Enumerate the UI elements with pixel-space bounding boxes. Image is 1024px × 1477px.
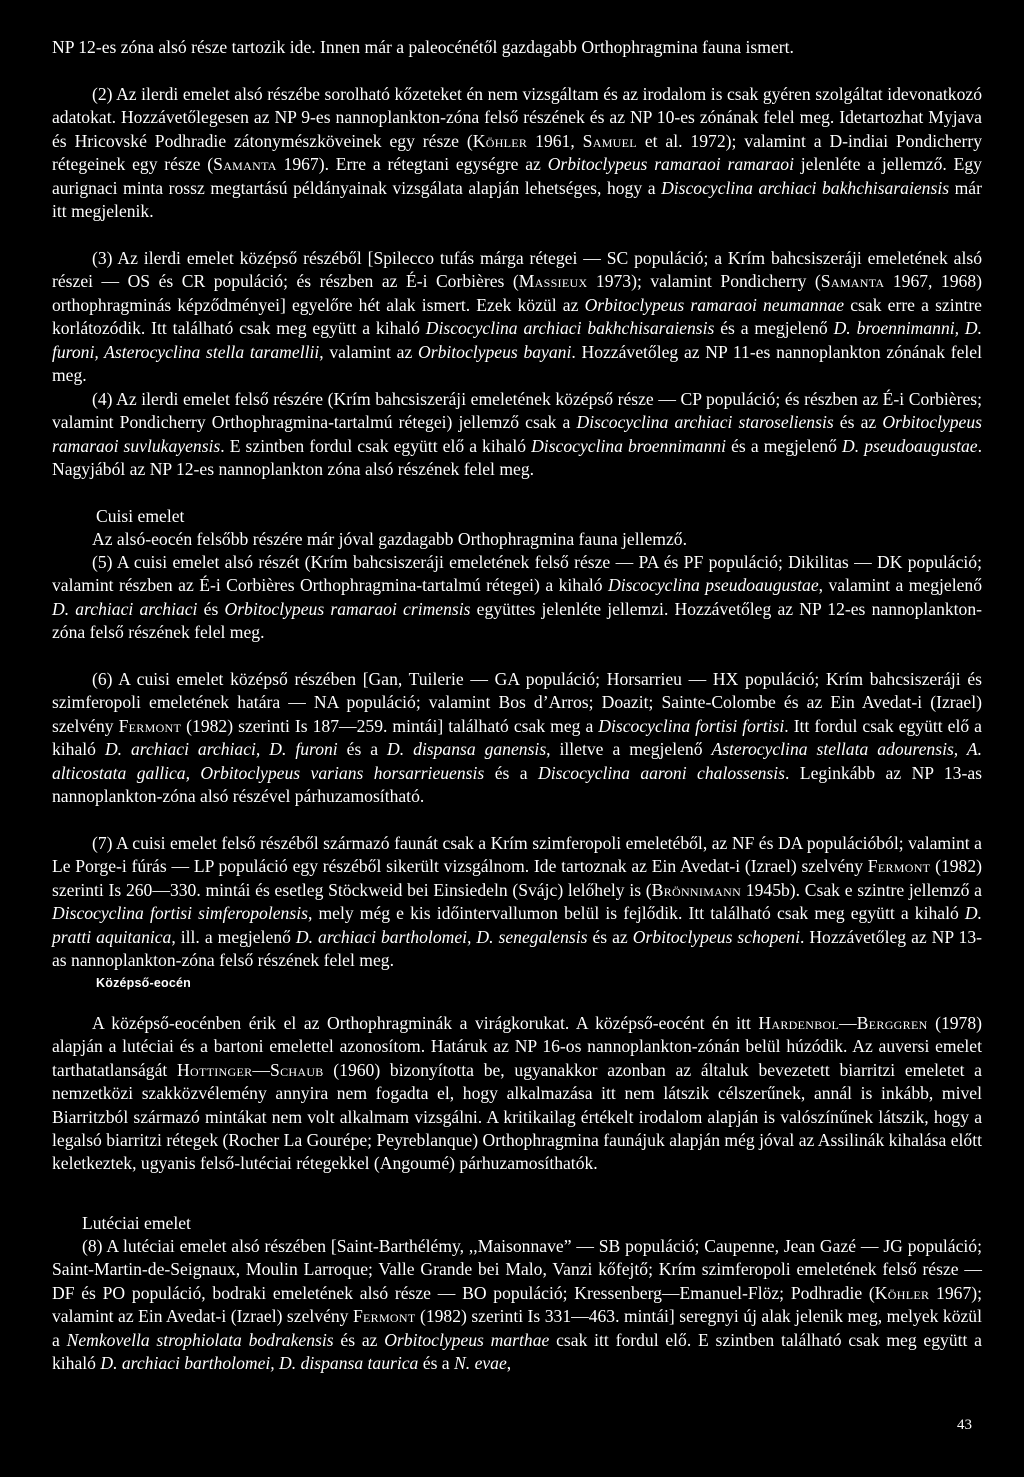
paragraph-ilerdi-2: (2) Az ilerdi emelet alsó részébe sorolható kőzeteket én nem vizsgáltam és az irodalom is csak gyéren szolgáltat idevonatkozó adatokat. Hozzávetőlegesen az NP 9-es nannoplankton-zóna felső részének és az NP 10-es zónának felel meg. Idetartozhat Myjava és Hricovské Podhradie zátonymészköveinek egy része (Köhler 1961, Samuel et al. 1972); valamint a D-indiai Pondicherry rétegeinek egy része (Samanta 1967). Erre a rétegtani egységre az Orbitoclypeus ramaraoi ramaraoi jelenléte a jellemző. Egy aurignaci minta rossz megtartású példányainak vizsgálata alapján lehetséges, hogy a Discocyclina archiaci bakhchisaraiensis már itt megjelenik. [52,84,983,222]
paragraph-ilerdi-3: (3) Az ilerdi emelet középső részéből [Spilecco tufás márga rétegei — SC populáció; a Krím bahcsiszeráji emeletének alsó részei — OS és CR populáció; és részben az É-i Corbières (Massieux 1973); valamint Pondicherry (Samanta 1967, 1968) orthophragminás képződményei] egyelőre hét alak ismert. Ezek közül az Orbitoclypeus ramaraoi neumannae csak erre a szintre korlátozódik. Itt található csak meg együtt a kihaló Discocyclina archiaci bakhchisaraiensis és a megjelenő D. broennimanni, D. furoni, Asterocyclina stella taramellii, valamint az Orbitoclypeus bayani. Hozzávetőleg az NP 11-es nannoplankton zónának felel meg. [52,248,982,386]
heading-kozepso-eocen: Középső-eocén [96,976,191,990]
page-number: 43 [957,1417,972,1433]
paragraph-cuisi-7: (7) A cuisi emelet felső részéből származó faunát csak a Krím szimferopoli emeletéből, az NF és DA populációból; valamint a Le Porge-i fúrás — LP populáció egy részéből sikerült vizsgálnom. Ide tartoznak az Ein Avedat-i (Izrael) szelvény Fermont (1982) szerinti Is 260—330. mintái és esetleg Stöckweid bei Einsiedeln (Svájc) lelőhely is (Brönnimann 1945b). Csak e szintre jellemző a Discocyclina fortisi simferopolensis, mely még e kis időintervallumon belül is fejlődik. Itt található csak meg együtt a kihaló D. pratti aquitanica, ill. a megjelenő D. archiaci bartholomei, D. senegalensis és az Orbitoclypeus schopeni. Hozzávetőleg az NP 13-as nannoplankton-zóna felső részének felel meg. [52,833,982,971]
paragraph-kozepso-eocen-intro: A középső-eocénben érik el az Orthophragminák a virágkorukat. A középső-eocént én itt Hardenbol—Berggren (1978) alapján a lutéciai és a bartoni emelettel azonosítom. Határuk az NP 16-os nannoplankton-zónán belül húzódik. Az auversi emelet tarthatatlanságát Hottinger—Schaub (1960) bizonyította be, ugyanakkor azonban az általuk bevezetett biarritzi emeletet a nemzetközi szakközvélemény annyira nem fogadta el, hogy alkalmazása itt nem látszik célszerűnek, annál is inkább, mivel Biarritzból származó mintákat nem volt alkalmam vizsgálni. A kritikailag értékelt irodalom alapján is valószínűnek látszik, hogy a legalsó biarritzi rétegek (Rocher La Gourépe; Peyreblanque) Orthophragmina faunájuk alapján még jóval az Assilinák kihalása előtt keletkeztek, ugyanis felső-lutéciai rétegekkel (Angoumé) párhuzamosíthatók. [52,1013,982,1174]
paragraph-cuisi-6: (6) A cuisi emelet középső részében [Gan, Tuilerie — GA populáció; Horsarrieu — HX populáció; Krím bahcsiszeráji és szimferopoli emeletének határa — NA populáció; valamint Bos d’Arros; Doazit; Sainte-Colombe és az Ein Avedat-i (Izrael) szelvény Fermont (1982) szerinti Is 187—259. mintái] található csak meg a Discocyclina fortisi fortisi. Itt fordul csak együtt elő a kihaló D. archiaci archiaci, D. furoni és a D. dispansa ganensis, illetve a megjelenő Asterocyclina stellata adourensis, A. alticostata gallica, Orbitoclypeus varians horsarrieuensis és a Discocyclina aaroni chalossensis. Leginkább az NP 13-as nannoplankton-zóna alsó részével párhuzamosítható. [52,669,982,807]
heading-luteciai-emelet: Lutéciai emelet [82,1213,191,1233]
heading-cuisi-emelet: Cuisi emelet [96,506,185,526]
paragraph-np12-continuation: NP 12-es zóna alsó része tartozik ide. Innen már a paleocénétől gazdagabb Orthophragmina fauna ismert. [52,37,794,57]
paragraph-cuisi-intro: Az alsó-eocén felsőbb részére már jóval gazdagabb Orthophragmina fauna jellemző. [92,529,687,549]
paragraph-cuisi-5: (5) A cuisi emelet alsó részét (Krím bahcsiszeráji emeletének felső része — PA és PF populáció; Dikilitas — DK populáció; valamint részben az É-i Corbières Orthophragmina-tartalmú rétegei) a kihaló Discocyclina pseudoaugustae, valamint a megjelenő D. archiaci archiaci és Orbitoclypeus ramaraoi crimensis együttes jelenléte jellemzi. Hozzávetőleg az NP 12-es nannoplankton-zóna felső részének felel meg. [52,552,983,643]
paragraph-ilerdi-4: (4) Az ilerdi emelet felső részére (Krím bahcsiszeráji emeletének középső része — CP populáció; és részben az É-i Corbières; valamint Pondicherry Orthophragmina-tartalmú rétegei) jellemző csak a Discocyclina archiaci staroseliensis és az Orbitoclypeus ramaraoi suvlukayensis. E szintben fordul csak együtt elő a kihaló Discocyclina broennimanni és a megjelenő D. pseudoaugustae. Nagyjából az NP 12-es nannoplankton zóna alsó részének felel meg. [52,389,982,480]
paragraph-luteciai-8: (8) A lutéciai emelet alsó részében [Saint-Barthélémy, ,,Maisonnave” — SB populáció; Caupenne, Jean Gazé — JG populáció; Saint-Martin-de-Seignaux, Moulin Larroque; Valle Grande bei Malo, Vanzi kőfejtő; Krím szimferopoli emeletének felső része — DF és PO populáció, bodraki emeletének alsó része — BO populáció; Kressenberg—Emanuel-Flöz; Podhradie (Köhler 1967); valamint az Ein Avedat-i (Izrael) szelvény Fermont (1982) szerinti Is 331—463. mintái] seregnyi új alak jelenik meg, melyek közül a Nemkovella strophiolata bodrakensis és az Orbitoclypeus marthae csak itt fordul elő. E szintben található csak meg együtt a kihaló D. archiaci bartholomei, D. dispansa taurica és a N. evae, [52,1236,982,1374]
